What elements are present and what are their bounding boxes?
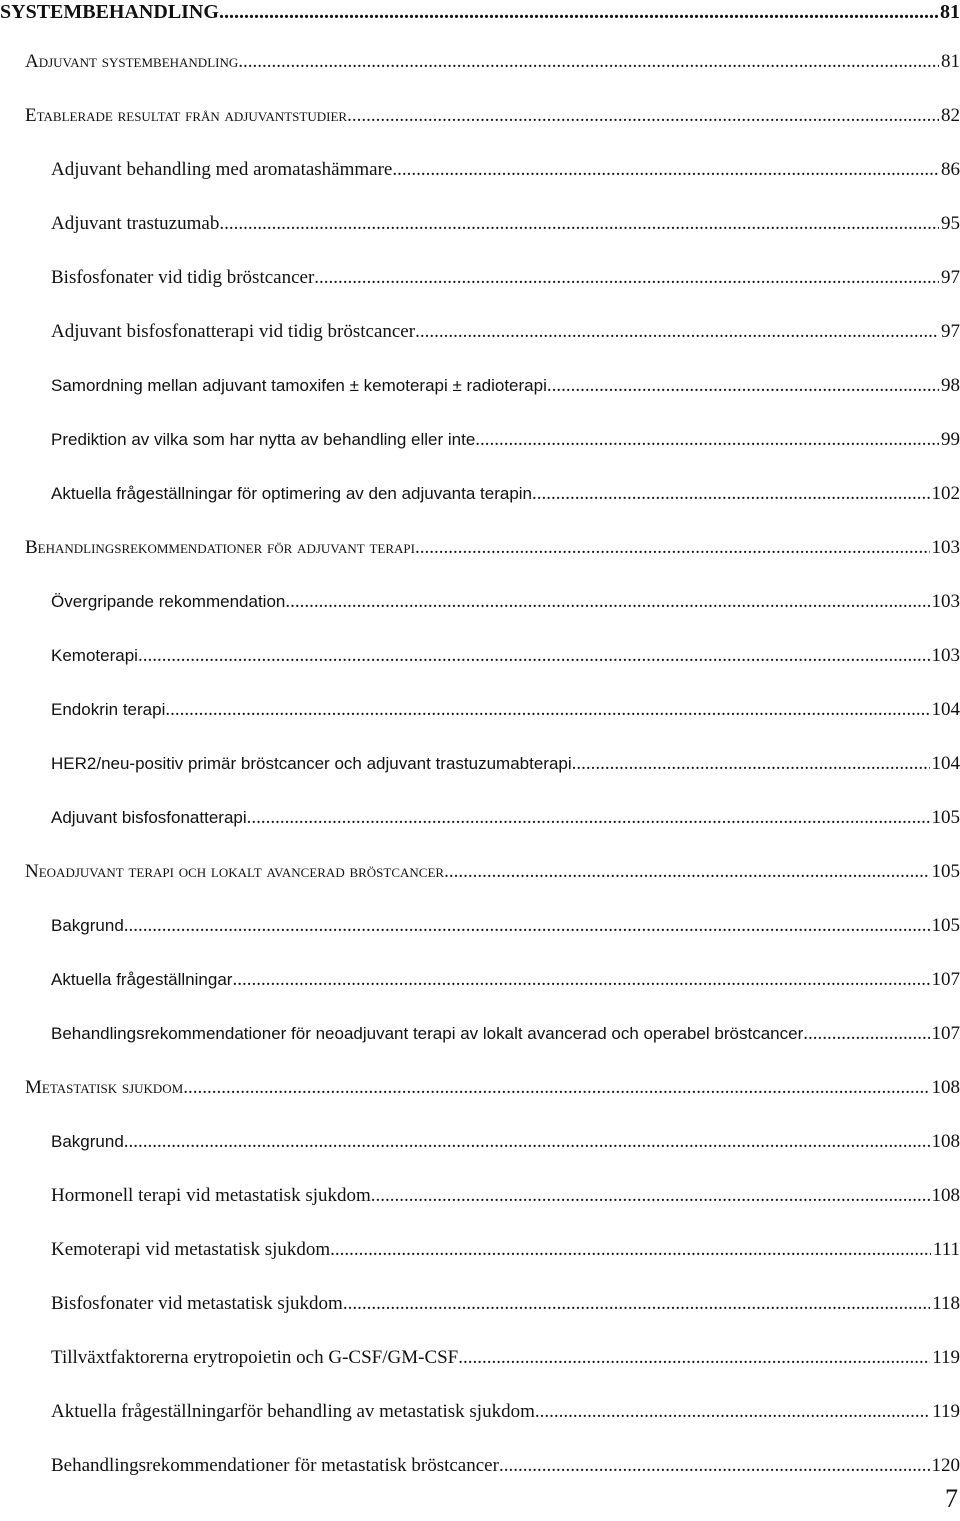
toc-entry[interactable] bbox=[51, 1346, 960, 1370]
toc-entry-title: Bakgrund bbox=[51, 916, 124, 935]
toc-entry[interactable] bbox=[51, 1400, 960, 1424]
toc-entry-page: 104 bbox=[931, 753, 960, 774]
toc-entry[interactable] bbox=[51, 158, 960, 182]
toc-entry-page: 103 bbox=[931, 591, 960, 612]
toc-entry-title: Samordning mellan adjuvant tamoxifen ± kemoterapi ± radioterapi bbox=[51, 376, 547, 395]
toc-leader-dots bbox=[124, 914, 930, 938]
toc-entry-page: 82 bbox=[941, 105, 960, 126]
toc-leader-dots bbox=[124, 1130, 930, 1154]
toc-leader-dots bbox=[314, 266, 939, 290]
toc-entry[interactable] bbox=[25, 104, 960, 128]
toc-leader-dots bbox=[444, 860, 929, 884]
toc-entry-title: Aktuella frågeställningarför behandling av metastatisk sjukdom bbox=[51, 1401, 535, 1422]
toc-entry-page: 98 bbox=[941, 375, 960, 396]
toc-entry-title: Övergripande rekommendation bbox=[51, 592, 286, 611]
toc-entry-title: Behandlingsrekommendationer för neoadjuvant terapi av lokalt avancerad och operabel bröstcancer bbox=[51, 1024, 804, 1043]
toc-entry-page: 107 bbox=[931, 969, 960, 990]
toc-entry-page: 107 bbox=[931, 1023, 960, 1044]
toc-entry-page: 102 bbox=[931, 483, 960, 504]
toc-entry-page: 108 bbox=[931, 1077, 960, 1098]
toc-entry-title: Metastatisk sjukdom bbox=[25, 1077, 184, 1098]
toc-entry-title: Adjuvant behandling med aromatashämmare bbox=[51, 159, 393, 180]
toc-entry-page: 103 bbox=[931, 645, 960, 666]
toc-entry[interactable] bbox=[51, 752, 960, 776]
toc-entry[interactable] bbox=[25, 536, 960, 560]
toc-entry[interactable] bbox=[51, 266, 960, 290]
toc-entry-title: Endokrin terapi bbox=[51, 700, 166, 719]
toc-entry-page: 105 bbox=[931, 807, 960, 828]
toc-leader-dots bbox=[547, 374, 939, 398]
toc-entry[interactable] bbox=[51, 1292, 960, 1316]
toc-leader-dots bbox=[415, 320, 939, 344]
toc-entry-page: 105 bbox=[931, 861, 960, 882]
toc-leader-dots bbox=[238, 50, 939, 74]
toc-leader-dots bbox=[232, 968, 929, 992]
toc-entry-title: Prediktion av vilka som har nytta av behandling eller inte bbox=[51, 430, 476, 449]
toc-entry-title: Bisfosfonater vid tidig bröstcancer bbox=[51, 267, 315, 288]
toc-entry-page: 97 bbox=[941, 321, 960, 342]
toc-leader-dots bbox=[219, 212, 939, 236]
toc-entry-page: 99 bbox=[941, 429, 960, 450]
toc-entry-title: Behandlingsrekommendationer för adjuvant terapi bbox=[25, 537, 415, 558]
toc-entry[interactable] bbox=[51, 590, 960, 614]
toc-leader-dots bbox=[285, 590, 929, 614]
toc-entry[interactable] bbox=[51, 1184, 960, 1208]
page-number: 7 bbox=[945, 1484, 958, 1513]
toc-leader-dots bbox=[475, 428, 939, 452]
toc-entry-page: 104 bbox=[931, 699, 960, 720]
toc-entry-title: Adjuvant bisfosfonatterapi vid tidig bröstcancer bbox=[51, 321, 416, 342]
toc-leader-dots bbox=[572, 752, 930, 776]
toc-entry-title: Aktuella frågeställningar för optimering av den adjuvanta terapin bbox=[51, 484, 533, 503]
toc-entry-title: Adjuvant trastuzumab bbox=[51, 213, 220, 234]
toc-entry-page: 118 bbox=[932, 1293, 960, 1314]
toc-entry-title: HER2/neu-positiv primär bröstcancer och adjuvant trastuzumabterapi bbox=[51, 754, 572, 773]
toc-entry-title: Bakgrund bbox=[51, 1132, 124, 1151]
toc-entry-title: Kemoterapi vid metastatisk sjukdom bbox=[51, 1239, 331, 1260]
toc-entry-page: 81 bbox=[941, 51, 960, 72]
toc-entry[interactable] bbox=[51, 1130, 960, 1154]
toc-entry[interactable] bbox=[51, 806, 960, 830]
toc-entry-title: Etablerade resultat från adjuvantstudier bbox=[25, 105, 348, 126]
toc-entry[interactable] bbox=[51, 968, 960, 992]
toc-entry-title: Adjuvant bisfosfonatterapi bbox=[51, 808, 247, 827]
toc-entry-title: Aktuella frågeställningar bbox=[51, 970, 233, 989]
toc-entry[interactable] bbox=[51, 1238, 960, 1262]
toc-entry[interactable] bbox=[25, 50, 960, 74]
toc-entry-page: 97 bbox=[941, 267, 960, 288]
toc-leader-dots bbox=[532, 482, 929, 506]
toc-entry-page: 119 bbox=[932, 1347, 960, 1368]
toc-entry-title: Neoadjuvant terapi och lokalt avancerad bröstcancer bbox=[25, 861, 445, 882]
toc-leader-dots bbox=[138, 644, 930, 668]
toc-leader-dots bbox=[392, 158, 939, 182]
toc-entry[interactable] bbox=[51, 482, 960, 506]
toc-entry[interactable] bbox=[51, 428, 960, 452]
toc-leader-dots bbox=[219, 0, 938, 24]
toc-entry-page: 111 bbox=[932, 1239, 960, 1260]
toc-entry-page: 81 bbox=[940, 1, 960, 23]
toc-entry[interactable] bbox=[51, 914, 960, 938]
toc-entry-page: 108 bbox=[931, 1185, 960, 1206]
toc-entry-title: Bisfosfonater vid metastatisk sjukdom bbox=[51, 1293, 343, 1314]
toc-entry-title: SYSTEMBEHANDLING bbox=[0, 1, 219, 23]
toc-entry[interactable] bbox=[25, 1076, 960, 1100]
toc-entry-page: 119 bbox=[932, 1401, 960, 1422]
toc-leader-dots bbox=[183, 1076, 929, 1100]
toc-leader-dots bbox=[347, 104, 939, 128]
toc-entry[interactable] bbox=[51, 1022, 960, 1046]
toc-entry-page: 103 bbox=[931, 537, 960, 558]
toc-leader-dots bbox=[803, 1022, 929, 1046]
toc-entry-page: 95 bbox=[941, 213, 960, 234]
toc-leader-dots bbox=[415, 536, 930, 560]
toc-entry-title: Behandlingsrekommendationer för metastatisk bröstcancer bbox=[51, 1455, 499, 1476]
toc-leader-dots bbox=[499, 1454, 930, 1478]
toc-leader-dots bbox=[330, 1238, 931, 1262]
toc-entry-page: 86 bbox=[941, 159, 960, 180]
toc-entry-page: 108 bbox=[931, 1131, 960, 1152]
toc-leader-dots bbox=[343, 1292, 930, 1316]
toc-leader-dots bbox=[458, 1346, 930, 1370]
toc-entry[interactable] bbox=[51, 374, 960, 398]
toc-leader-dots bbox=[535, 1400, 930, 1424]
toc-leader-dots bbox=[247, 806, 930, 830]
toc-entry[interactable] bbox=[25, 860, 960, 884]
toc-entry[interactable] bbox=[51, 320, 960, 344]
toc-entry-title: Tillväxtfaktorerna erytropoietin och G-CSF/GM-CSF bbox=[51, 1347, 459, 1368]
toc-leader-dots bbox=[371, 1184, 930, 1208]
toc-entry-title: Adjuvant systembehandling bbox=[25, 51, 239, 72]
toc-leader-dots bbox=[165, 698, 929, 722]
toc-entry-page: 105 bbox=[931, 915, 960, 936]
toc-entry[interactable] bbox=[51, 698, 960, 722]
toc-entry-page: 120 bbox=[931, 1455, 960, 1476]
toc-entry-title: Kemoterapi bbox=[51, 646, 138, 665]
toc-entry[interactable] bbox=[0, 0, 960, 24]
toc-entry[interactable] bbox=[51, 212, 960, 236]
toc-entry-title: Hormonell terapi vid metastatisk sjukdom bbox=[51, 1185, 371, 1206]
toc-entry[interactable] bbox=[51, 644, 960, 668]
toc-entry[interactable] bbox=[51, 1454, 960, 1478]
